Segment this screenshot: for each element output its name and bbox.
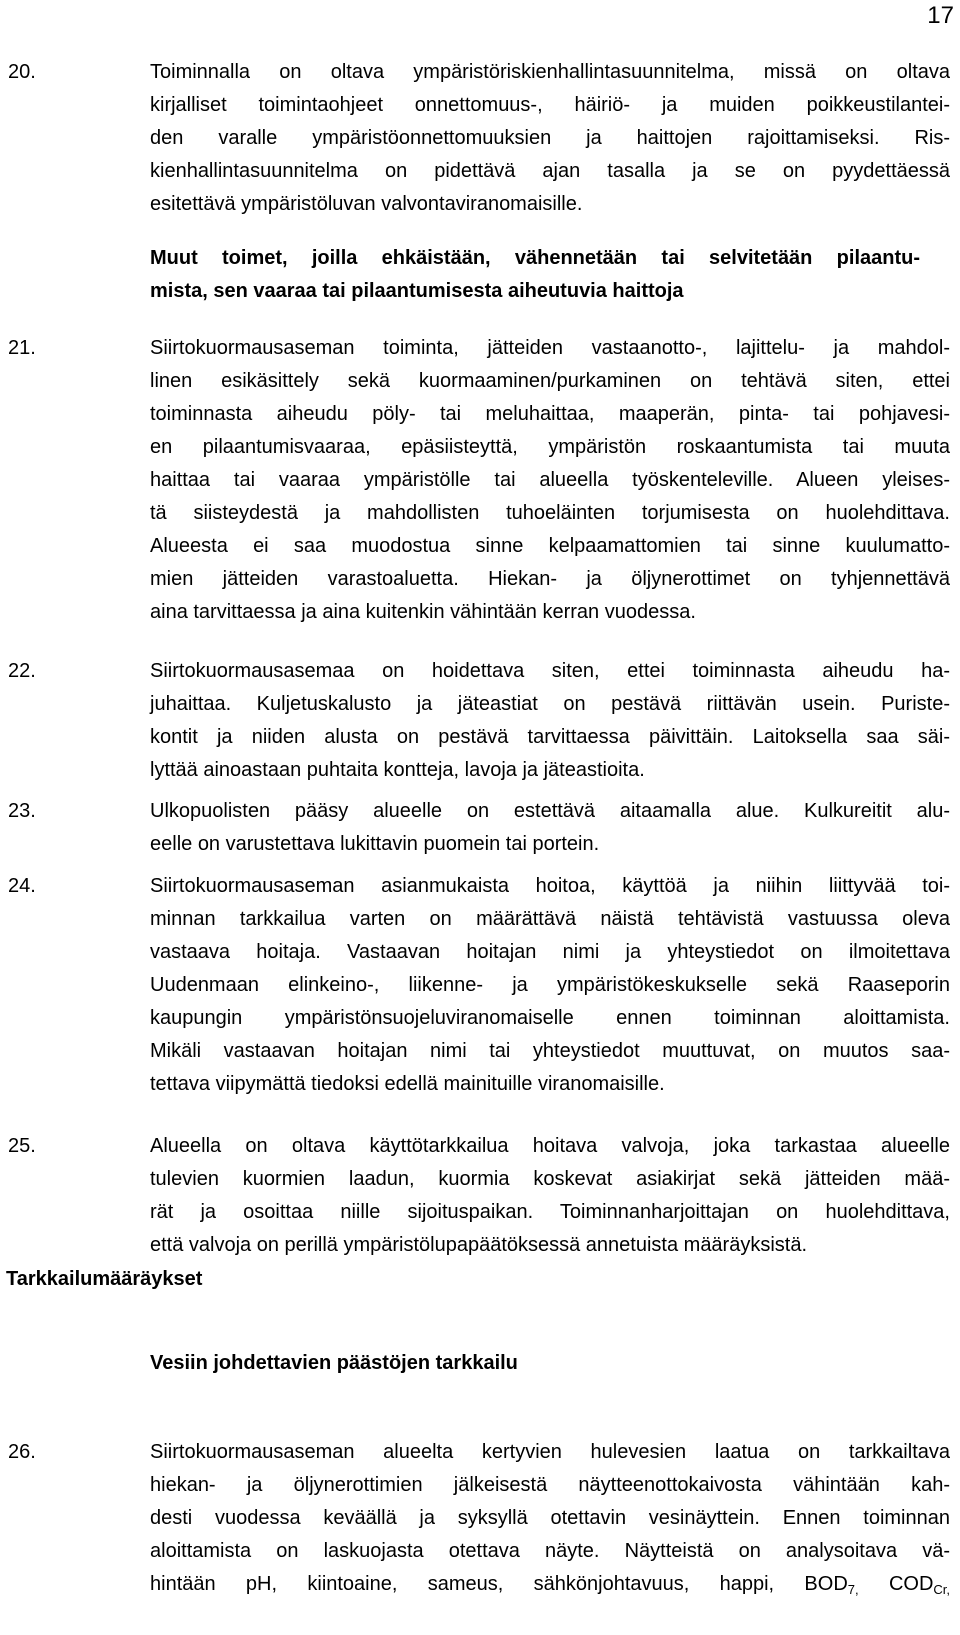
text-line: tä siisteydestä ja mahdollisten tuhoeläinten torjumisesta on huolehdittava. [150,502,950,524]
page-number: 17 [927,2,954,29]
text-line: kienhallintasuunnitelma on pidettävä ajan tasalla ja se on pyydettäessä [150,160,950,182]
item-number: 24. [8,875,36,897]
text-line: Toiminnalla on oltava ympäristöriskienhallintasuunnitelma, missä on oltava [150,61,950,83]
text-line: tettava viipymättä tiedoksi edellä mainituille viranomaisille. [150,1073,665,1095]
text-line: Ulkopuolisten pääsy alueelle on estettävä aitaamalla alue. Kulkureitit alu- [150,800,950,822]
section-heading-water: Vesiin johdettavien päästöjen tarkkailu [150,1352,518,1374]
text-line: aina tarvittaessa ja aina kuitenkin vähintään kerran vuodessa. [150,601,696,623]
subscript: 7, [847,1582,859,1597]
text-line: rät ja osoittaa niille sijoituspaikan. Toiminnanharjoittajan on huolehdittava, [150,1201,950,1223]
heading-line: mista, sen vaaraa tai pilaantumisesta aiheutuvia haittoja [150,280,684,302]
text-line: esitettävä ympäristöluvan valvontaviranomaisille. [150,193,583,215]
item-number: 25. [8,1135,36,1157]
text-line: Uudenmaan elinkeino-, liikenne- ja ympäristökeskukselle sekä Raaseporin [150,974,950,996]
text-line: kaupungin ympäristönsuojeluviranomaiselle ennen toiminnan aloittamista. [150,1007,950,1029]
text-line: hiekan- ja öljynerottimien jälkeisestä näytteenottokaivosta vähintään kah- [150,1474,950,1496]
section-heading-monitoring: Tarkkailumääräykset [6,1268,203,1290]
item-text [150,795,950,861]
item-number: 22. [8,660,36,682]
subscript: Cr, [933,1582,951,1597]
text-line: minnan tarkkailua varten on määrättävä näistä tehtävistä vastuussa oleva [150,908,950,930]
text-line: mien jätteiden varastoaluetta. Hiekan- ja öljynerottimet on tyhjennettävä [150,568,950,590]
text-line: Siirtokuormausaseman toiminta, jätteiden vastaanotto-, lajittelu- ja mahdol- [150,337,950,359]
section-heading-measures [150,242,920,308]
item-text [150,1436,950,1601]
item-text [150,870,950,1101]
item-text [150,655,950,787]
heading-line: Muut toimet, joilla ehkäistään, vähennetään tai selvitetään pilaantu- [150,247,920,269]
text-line: desti vuodessa keväällä ja syksyllä otettavin vesinäyttein. Ennen toiminnan [150,1507,950,1529]
text-line: juhaittaa. Kuljetuskalusto ja jäteastiat on pestävä riittävän usein. Puriste- [150,693,950,715]
item-number: 20. [8,61,36,83]
text-line: linen esikäsittely sekä kuormaaminen/purkaminen on tehtävä siten, ettei [150,370,950,392]
text-line: Alueella on oltava käyttötarkkailua hoitava valvoja, joka tarkastaa alueelle [150,1135,950,1157]
item-text [150,1130,950,1262]
text-line: eelle on varustettava lukittavin puomein tai portein. [150,833,600,855]
text-line: Mikäli vastaavan hoitajan nimi tai yhteystiedot muuttuvat, on muutos saa- [150,1040,950,1062]
text-line: vastaava hoitaja. Vastaavan hoitajan nimi ja yhteystiedot on ilmoitettava [150,941,950,963]
text-line: aloittamista on laskuojasta otettava näyte. Näytteistä on analysoitava vä- [150,1540,950,1562]
text-line: tulevien kuormien laadun, kuormia koskevat asiakirjat sekä jätteiden mää- [150,1168,950,1190]
text-line: toiminnasta aiheudu pöly- tai meluhaittaa, maaperän, pinta- tai pohjavesi- [150,403,950,425]
item-number: 26. [8,1441,36,1463]
text-fragment: hintään pH, kiintoaine, sameus, sähkönjohtavuus, happi, BOD [150,1573,848,1595]
text-line: den varalle ympäristöonnettomuuksien ja haittojen rajoittamiseksi. Ris- [150,127,950,149]
text-line: että valvoja on perillä ympäristölupapäätöksessä annetuista määräyksistä. [150,1234,808,1256]
text-line: Siirtokuormausaseman alueelta kertyvien hulevesien laatua on tarkkailtava [150,1441,950,1463]
item-text [150,332,950,629]
item-number: 23. [8,800,36,822]
item-text [150,56,950,221]
text-line: Alueesta ei saa muodostua sinne kelpaamattomien tai sinne kuulumatto- [150,535,950,557]
text-line: Siirtokuormausaseman asianmukaista hoitoa, käyttöä ja niihin liittyvää toi- [150,875,950,897]
text-line-partial [150,1568,950,1601]
text-fragment: COD [858,1573,934,1595]
item-number: 21. [8,337,36,359]
text-line: kontit ja niiden alusta on pestävä tarvittaessa päivittäin. Laitoksella saa säi- [150,726,950,748]
text-line: kirjalliset toimintaohjeet onnettomuus-, häiriö- ja muiden poikkeustilantei- [150,94,950,116]
text-line: en pilaantumisvaaraa, epäsiisteyttä, ympäristön roskaantumista tai muuta [150,436,950,458]
text-line: lyttää ainoastaan puhtaita kontteja, lavoja ja jäteastioita. [150,759,645,781]
text-line: haittaa tai vaaraa ympäristölle tai alueella työskenteleville. Alueen yleises- [150,469,950,491]
text-line: Siirtokuormausasemaa on hoidettava siten, ettei toiminnasta aiheudu ha- [150,660,950,682]
